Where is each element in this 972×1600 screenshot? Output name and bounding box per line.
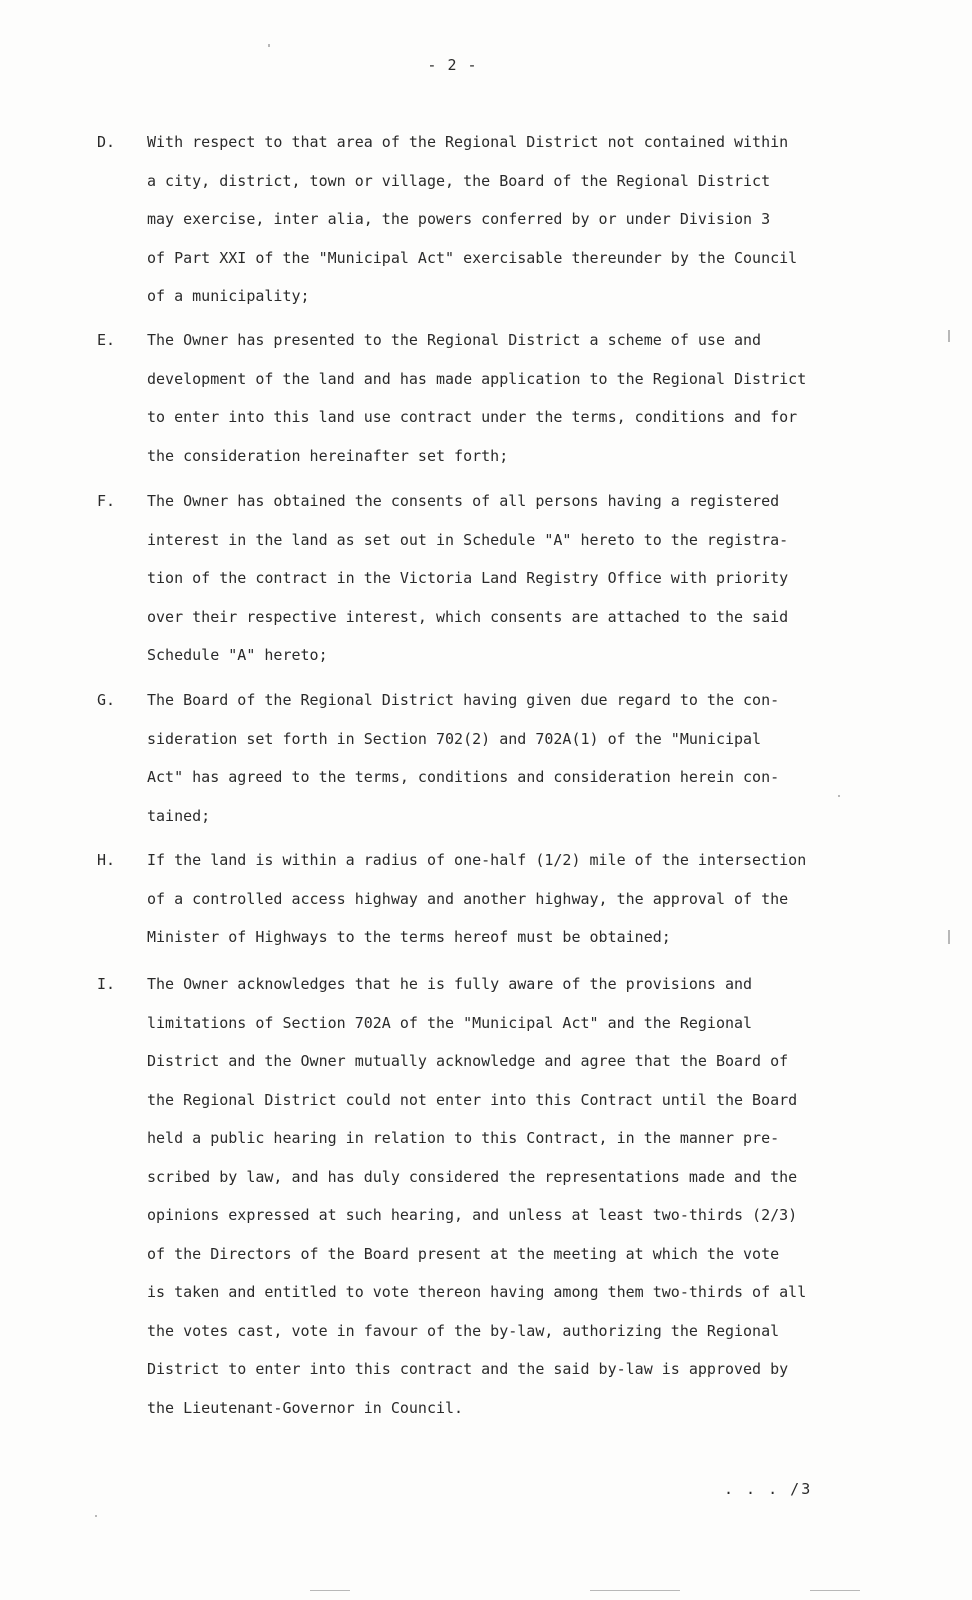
text-line: of Part XXI of the "Municipal Act" exercisable thereunder by the Council bbox=[147, 248, 798, 267]
text-line: the consideration hereinafter set forth; bbox=[147, 446, 509, 465]
text-line: of a controlled access highway and another highway, the approval of the bbox=[147, 889, 789, 908]
text-line: the votes cast, vote in favour of the by-law, authorizing the Regional bbox=[147, 1321, 780, 1340]
text-line: to enter into this land use contract under the terms, conditions and for bbox=[147, 408, 798, 426]
text-line: is taken and entitled to vote thereon having among them two-thirds of all bbox=[147, 1283, 807, 1301]
text-line: Act" has agreed to the terms, conditions and consideration herein con- bbox=[147, 768, 780, 786]
scan-speck bbox=[948, 330, 950, 342]
text-line: District to enter into this contract and the said by-law is approved by bbox=[147, 1360, 789, 1378]
scan-speck bbox=[310, 1590, 350, 1591]
scan-speck bbox=[838, 795, 840, 797]
scan-speck bbox=[948, 930, 950, 944]
paragraph-text bbox=[147, 841, 867, 957]
text-line: The Owner has obtained the consents of all persons having a registered bbox=[147, 492, 780, 510]
paragraph-text bbox=[147, 965, 867, 1427]
scan-speck bbox=[268, 44, 270, 47]
text-line: scribed by law, and has duly considered the representations made and the bbox=[147, 1167, 798, 1186]
text-line: tion of the contract in the Victoria Land Registry Office with priority bbox=[147, 569, 789, 587]
text-line: With respect to that area of the Regional District not contained within bbox=[147, 133, 789, 151]
text-line: District and the Owner mutually acknowledge and agree that the Board of bbox=[147, 1052, 789, 1070]
text-line: may exercise, inter alia, the powers conferred by or under Division 3 bbox=[147, 210, 771, 228]
text-line: If the land is within a radius of one-half (1/2) mile of the intersection bbox=[147, 851, 807, 869]
text-line: limitations of Section 702A of the "Municipal Act" and the Regional bbox=[147, 1013, 753, 1032]
text-line: of the Directors of the Board present at the meeting at which the vote bbox=[147, 1244, 780, 1263]
scan-speck bbox=[810, 1590, 860, 1591]
text-line: interest in the land as set out in Schedule "A" hereto to the registra- bbox=[147, 530, 789, 549]
text-line: sideration set forth in Section 702(2) and 702A(1) of the "Municipal bbox=[147, 729, 762, 748]
text-line: The Owner acknowledges that he is fully aware of the provisions and bbox=[147, 975, 753, 993]
paragraph-text bbox=[147, 681, 867, 835]
paragraph-text bbox=[147, 321, 867, 475]
paragraph-label: G. bbox=[97, 691, 116, 709]
paragraph-label: F. bbox=[97, 492, 116, 510]
text-line: opinions expressed at such hearing, and unless at least two-thirds (2/3) bbox=[147, 1206, 798, 1224]
text-line: development of the land and has made application to the Regional District bbox=[147, 369, 807, 388]
text-line: tained; bbox=[147, 806, 211, 825]
text-line: held a public hearing in relation to this Contract, in the manner pre- bbox=[147, 1129, 780, 1147]
text-line: the Lieutenant-Governor in Council. bbox=[147, 1398, 464, 1417]
paragraph-label: E. bbox=[97, 331, 116, 349]
text-line: a city, district, town or village, the Board of the Regional District bbox=[147, 171, 771, 190]
page-number: - 2 - bbox=[427, 56, 478, 74]
text-line: the Regional District could not enter into this Contract until the Board bbox=[147, 1090, 798, 1109]
text-line: The Owner has presented to the Regional District a scheme of use and bbox=[147, 331, 762, 349]
scan-speck bbox=[590, 1590, 680, 1591]
text-line: Minister of Highways to the terms hereof must be obtained; bbox=[147, 928, 671, 946]
text-line: of a municipality; bbox=[147, 287, 310, 305]
scan-speck bbox=[95, 1515, 97, 1517]
text-line: over their respective interest, which consents are attached to the said bbox=[147, 607, 789, 626]
text-line: Schedule "A" hereto; bbox=[147, 646, 328, 664]
paragraph-label: H. bbox=[97, 851, 116, 869]
paragraph-text bbox=[147, 482, 867, 675]
continuation-marker: . . . /3 bbox=[724, 1480, 813, 1498]
text-line: The Board of the Regional District having given due regard to the con- bbox=[147, 691, 780, 709]
paragraph-label: I. bbox=[97, 975, 116, 993]
paragraph-label: D. bbox=[97, 133, 116, 151]
paragraph-text bbox=[147, 123, 867, 316]
